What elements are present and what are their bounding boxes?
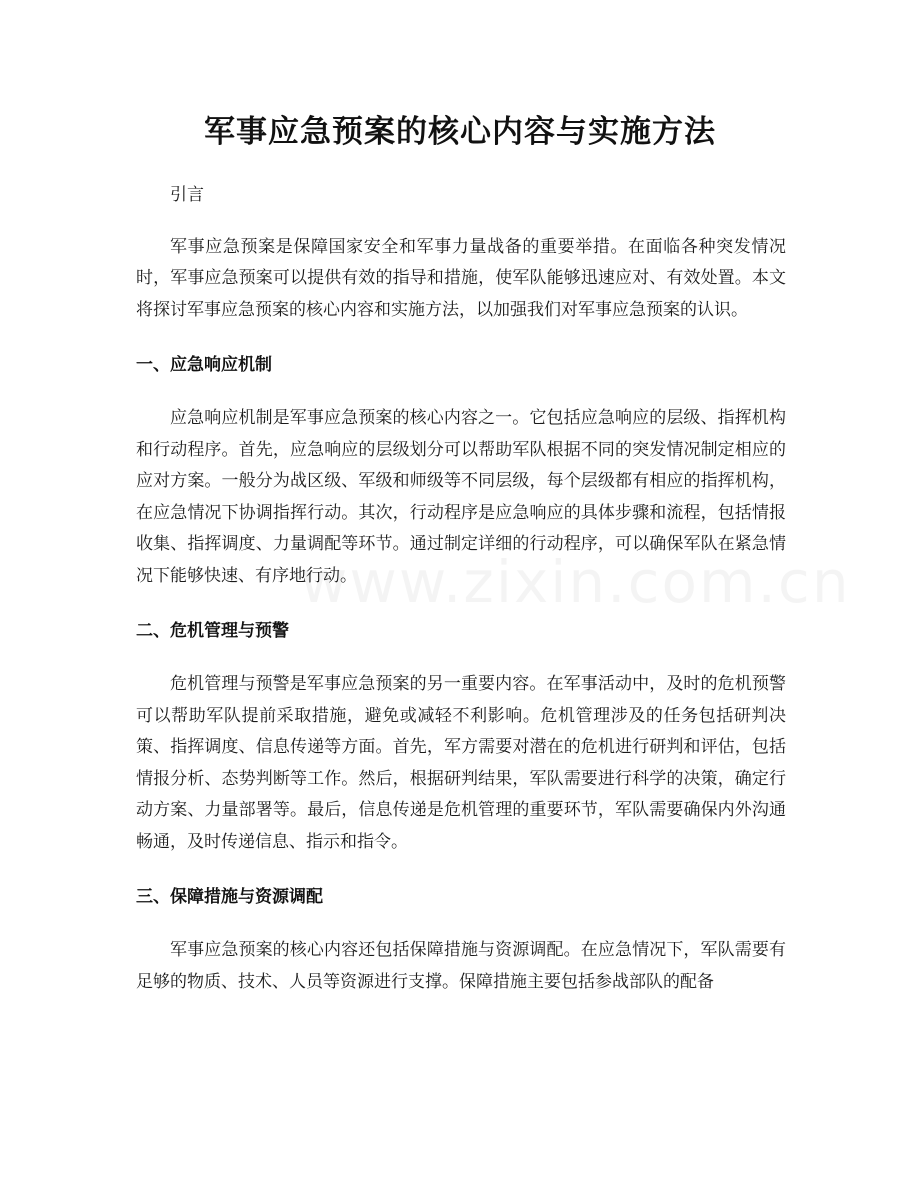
section-heading-3: 三、保障措施与资源调配 <box>136 887 323 907</box>
section-paragraph-1: 应急响应机制是军事应急预案的核心内容之一。它包括应急响应的层级、指挥机构和行动程序。首先，应急响应的层级划分可以帮助军队根据不同的突发情况制定相应的应对方案。一般分为战区级、军级和师级等不同层级，每个层级都有相应的指挥机构，在应急情况下协调指挥行动。其次，行动程序是应急响应的具体步骤和流程，包括情报收集、指挥调度、力量调配等环节。通过制定详细的行动程序，可以确保军队在紧急情况下能够快速、有序地行动。 <box>136 408 786 586</box>
document-title: 军事应急预案的核心内容与实施方法 <box>204 114 716 150</box>
intro-label: 引言 <box>170 185 204 205</box>
intro-paragraph: 军事应急预案是保障国家安全和军事力量战备的重要举措。在面临各种突发情况时，军事应急预案可以提供有效的指导和措施，使军队能够迅速应对、有效处置。本文将探讨军事应急预案的核心内容和实施方法，以加强我们对军事应急预案的认识。 <box>136 236 786 320</box>
section-heading-1: 一、应急响应机制 <box>136 355 272 375</box>
section-paragraph-3: 军事应急预案的核心内容还包括保障措施与资源调配。在应急情况下，军队需要有足够的物质、技术、人员等资源进行支撑。保障措施主要包括参战部队的配备 <box>136 940 786 992</box>
document-body <box>136 180 786 1022</box>
section-paragraph-2: 危机管理与预警是军事应急预案的另一重要内容。在军事活动中，及时的危机预警可以帮助军队提前采取措施，避免或减轻不利影响。危机管理涉及的任务包括研判决策、指挥调度、信息传递等方面。首先，军方需要对潜在的危机进行研判和评估，包括情报分析、态势判断等工作。然后，根据研判结果，军队需要进行科学的决策，确定行动方案、力量部署等。最后，信息传递是危机管理的重要环节，军队需要确保内外沟通畅通，及时传递信息、指示和指令。 <box>136 674 786 852</box>
section-heading-2: 二、危机管理与预警 <box>136 621 289 641</box>
